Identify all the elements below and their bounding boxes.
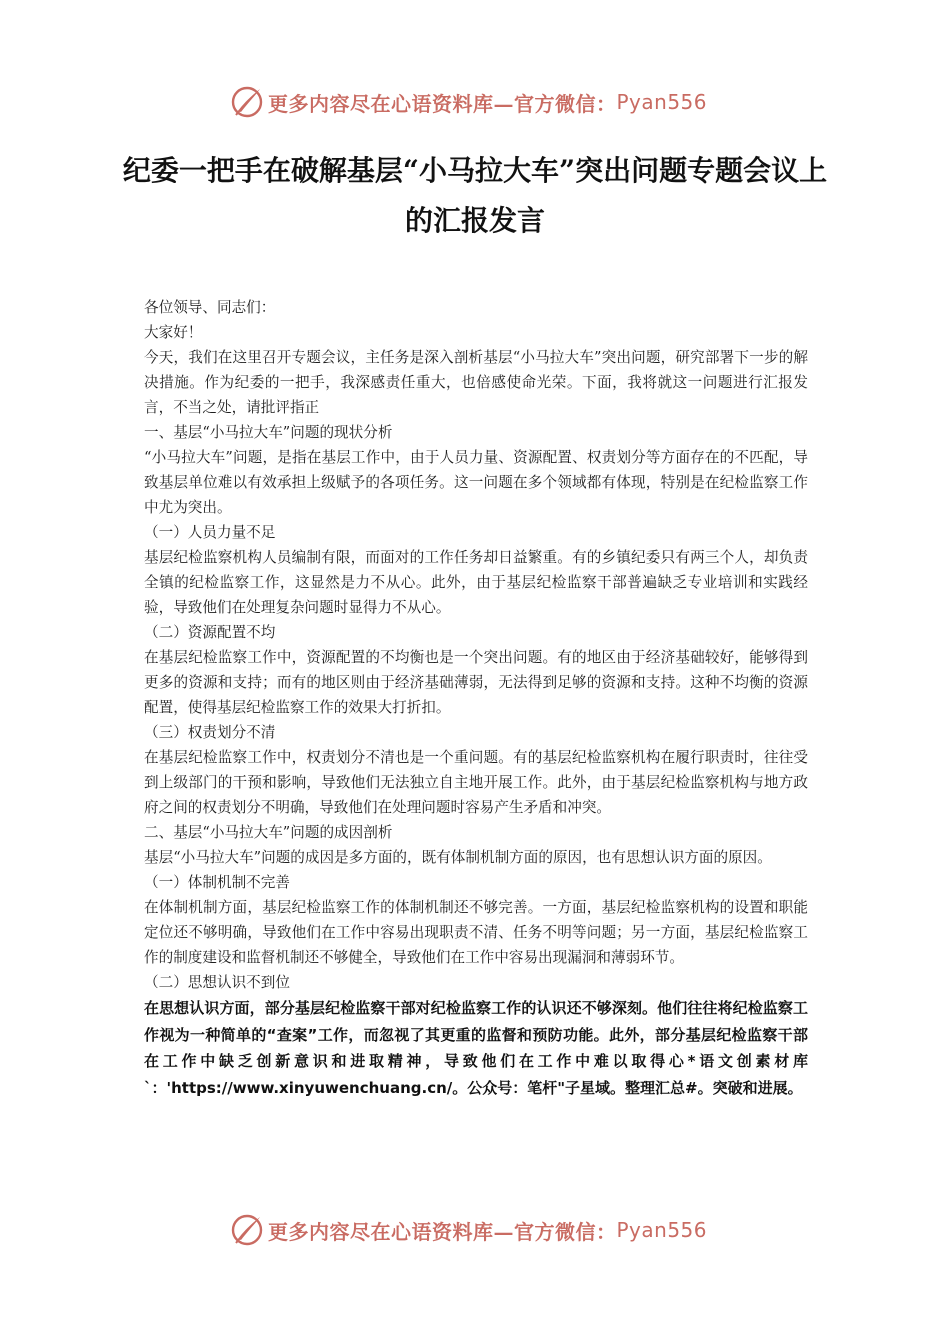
- section-heading: 二、基层“小马拉大车”问题的成因剖析: [144, 824, 393, 841]
- footer-banner: [230, 1210, 707, 1250]
- document-title: 纪委一把手在破解基层“小马拉大车”突出问题专题会议上的汇报发言: [122, 154, 828, 237]
- subsection-heading: （二）思想认识不到位: [144, 974, 290, 991]
- document-body: [144, 295, 808, 1101]
- banner-text: 更多内容尽在心语资料库—官方微信：: [268, 1219, 617, 1244]
- quill-pen-logo-icon: [230, 85, 264, 119]
- header-banner: [230, 82, 707, 122]
- subsection-heading: （二）资源配置不均: [144, 624, 276, 641]
- section-heading: 一、基层“小马拉大车”问题的现状分析: [144, 424, 393, 441]
- banner-wechat-id: Pyan556: [616, 1218, 708, 1242]
- paragraph: 基层纪检监察机构人员编制有限，而面对的工作任务却日益繁重。有的乡镇纪委只有两三个人，却负责全镇的纪检监察工作，这显然是力不从心。此外，由于基层纪检监察干部普遍缺乏专业培训和实践经验，导致他们在处理复杂问题时显得力不从心。: [144, 549, 808, 616]
- quill-pen-logo-icon: [230, 1213, 264, 1247]
- salutation: 各位领导、同志们：: [144, 299, 276, 316]
- paragraph-bold: 在思想认识方面，部分基层纪检监察干部对纪检监察工作的认识还不够深刻。他们往往将纪检监察工作视为一种简单的“查案”工作，而忽视了其更重的监督和预防功能。此外，部分基层纪检监察干部在工作中缺乏创新意识和进取精神，导致他们在工作中难以取得心*语文创素材库`：'https://www.xinyuwenchuang.cn/。公众号：笔杆"子星域。整理汇总#。突破和进展。: [144, 999, 808, 1097]
- subsection-heading: （一）人员力量不足: [144, 524, 276, 541]
- greeting: 大家好！: [144, 324, 203, 341]
- subsection-heading: （一）体制机制不完善: [144, 874, 290, 891]
- paragraph: 基层“小马拉大车”问题的成因是多方面的，既有体制机制方面的原因，也有思想认识方面的原因。: [144, 849, 772, 866]
- paragraph: 在基层纪检监察工作中，权责划分不清也是一个重问题。有的基层纪检监察机构在履行职责时，往往受到上级部门的干预和影响，导致他们无法独立自主地开展工作。此外，由于基层纪检监察机构与地方政府之间的权责划分不明确，导致他们在处理问题时容易产生矛盾和冲突。: [144, 749, 808, 816]
- banner-wechat-id: Pyan556: [616, 90, 708, 114]
- paragraph: “小马拉大车”问题，是指在基层工作中，由于人员力量、资源配置、权责划分等方面存在的不匹配，导致基层单位难以有效承担上级赋予的各项任务。这一问题在多个领域都有体现，特别是在纪检监察工作中尤为突出。: [144, 449, 808, 516]
- paragraph: 在体制机制方面，基层纪检监察工作的体制机制还不够完善。一方面，基层纪检监察机构的设置和职能定位还不够明确，导致他们在工作中容易出现职责不清、任务不明等问题；另一方面，基层纪检监察工作的制度建设和监督机制还不够健全，导致他们在工作中容易出现漏洞和薄弱环节。: [144, 899, 808, 966]
- paragraph: 在基层纪检监察工作中，资源配置的不均衡也是一个突出问题。有的地区由于经济基础较好，能够得到更多的资源和支持；而有的地区则由于经济基础薄弱，无法得到足够的资源和支持。这种不均衡的资源配置，使得基层纪检监察工作的效果大打折扣。: [144, 649, 808, 716]
- banner-text: 更多内容尽在心语资料库—官方微信：: [268, 91, 617, 116]
- paragraph: 今天，我们在这里召开专题会议，主任务是深入剖析基层“小马拉大车”突出问题，研究部署下一步的解决措施。作为纪委的一把手，我深感责任重大，也倍感使命光荣。下面，我将就这一问题进行汇报发言，不当之处，请批评指正: [144, 349, 808, 416]
- subsection-heading: （三）权责划分不清: [144, 724, 276, 741]
